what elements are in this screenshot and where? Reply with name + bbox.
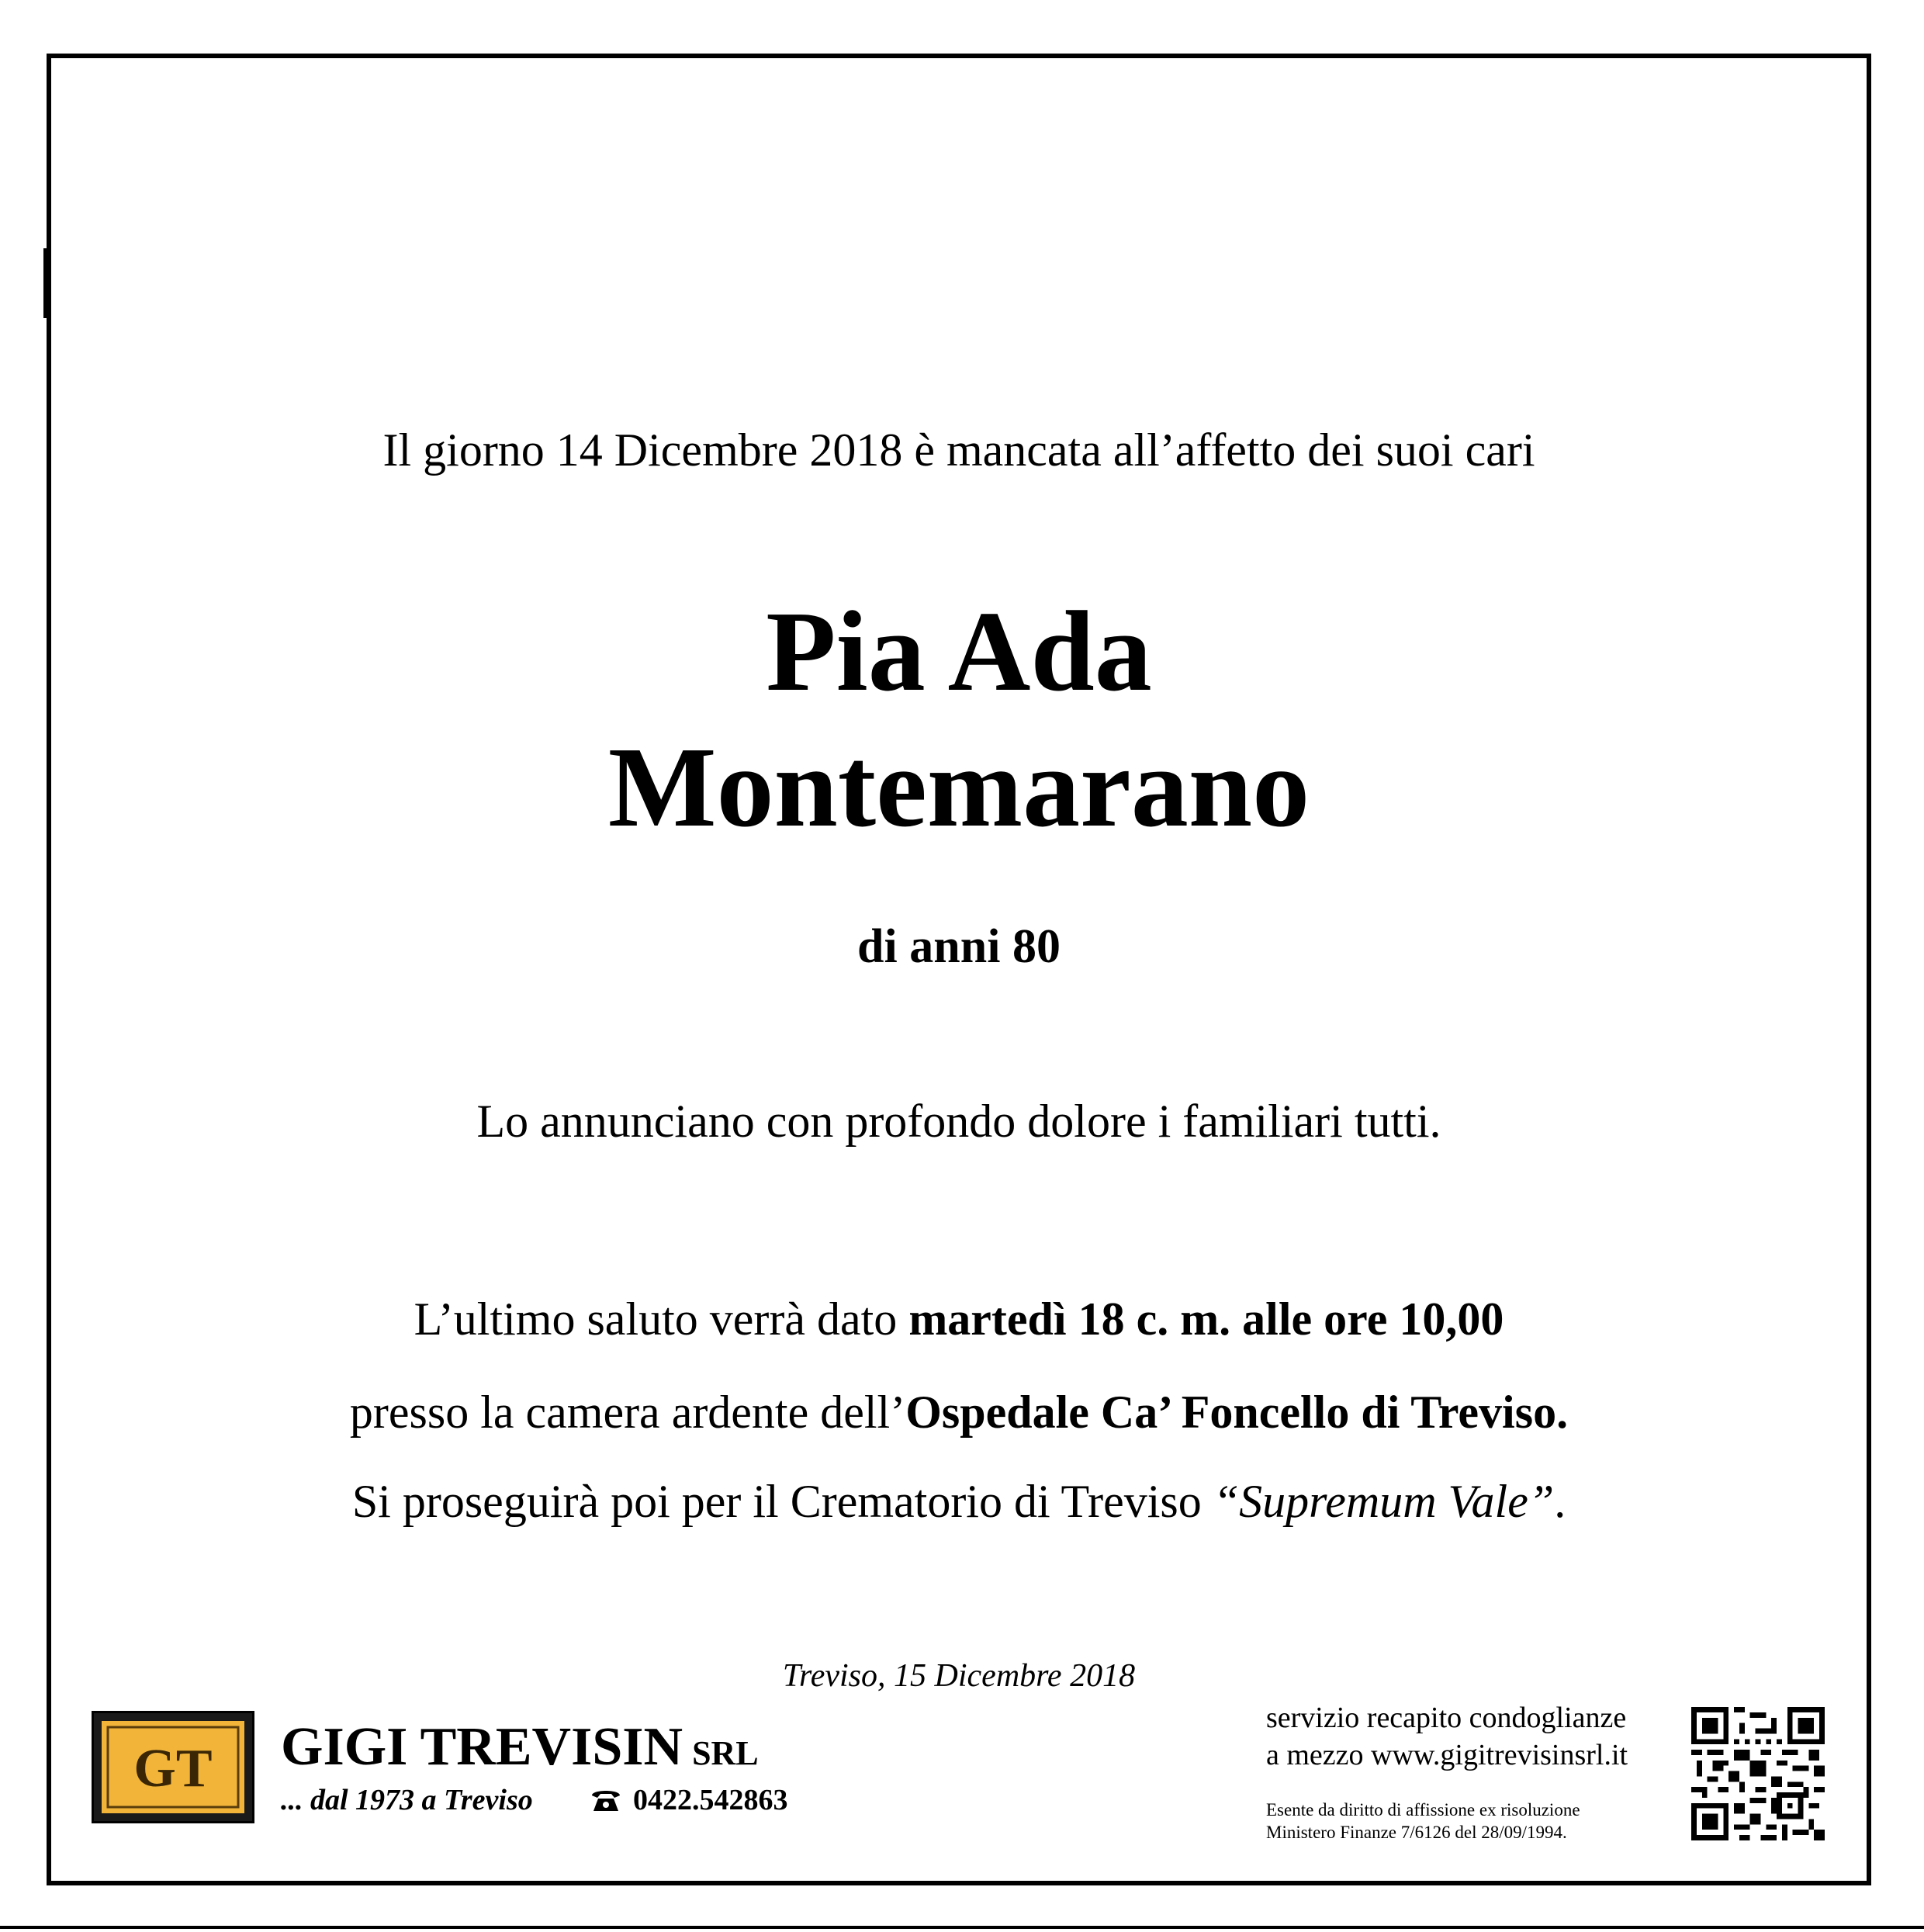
funeral-datetime: martedì 18 c. m. alle ore 10,00	[908, 1293, 1504, 1345]
telephone-icon	[590, 1786, 622, 1813]
funeral-line-3-end: .	[1554, 1476, 1566, 1527]
condolence-service	[1266, 1699, 1628, 1774]
dateline: Treviso, 15 Dicembre 2018	[782, 1658, 1136, 1694]
funeral-line-2-text: presso la camera ardente dell’	[349, 1387, 906, 1438]
funeral-line-1	[47, 1288, 1871, 1350]
legal-line-2: Ministero Finanze 7/6126 del 28/09/1994.	[1266, 1823, 1567, 1842]
funeral-line-3	[47, 1470, 1871, 1532]
company-logo	[92, 1711, 254, 1823]
bottom-rule	[0, 1926, 1924, 1929]
funeral-line-1-text: L’ultimo saluto verrà dato	[414, 1293, 909, 1345]
company-phone	[590, 1783, 788, 1817]
notice-intro: Il giorno 14 Dicembre 2018 è mancata all’affetto dei suoi cari	[382, 424, 1535, 476]
deceased-last-name: Montemarano	[607, 724, 1310, 851]
border-mark	[43, 248, 48, 318]
funeral-line-3-text: Si proseguirà poi per il Crematorio di Treviso	[351, 1476, 1213, 1527]
company-name	[281, 1716, 759, 1778]
phone-number: 0422.542863	[633, 1784, 788, 1816]
company-suffix: SRL	[692, 1734, 759, 1772]
logo-text: GT	[133, 1739, 213, 1799]
legal-line-1: Esente da diritto di affissione ex risoluzione	[1266, 1800, 1580, 1819]
company-name-text: GIGI TREVISIN	[281, 1717, 683, 1777]
company-since: ... dal 1973 a Treviso	[281, 1784, 533, 1816]
deceased-first-name: Pia Ada	[766, 588, 1152, 715]
logo-graphic	[94, 1713, 252, 1821]
funeral-line-2	[47, 1381, 1871, 1443]
funeral-location: Ospedale Ca’ Foncello di Treviso.	[905, 1387, 1569, 1438]
crematorium-name: “Supremum Vale”	[1213, 1476, 1555, 1527]
qr-code-icon	[1691, 1705, 1825, 1842]
service-line-2: a mezzo www.gigitrevisinsrl.it	[1266, 1739, 1628, 1771]
service-line-1: servizio recapito condoglianze	[1266, 1702, 1627, 1734]
legal-notice	[1266, 1799, 1580, 1844]
deceased-age: di anni 80	[857, 920, 1061, 973]
announcement-text: Lo annunciano con profondo dolore i familiari tutti.	[476, 1096, 1441, 1147]
